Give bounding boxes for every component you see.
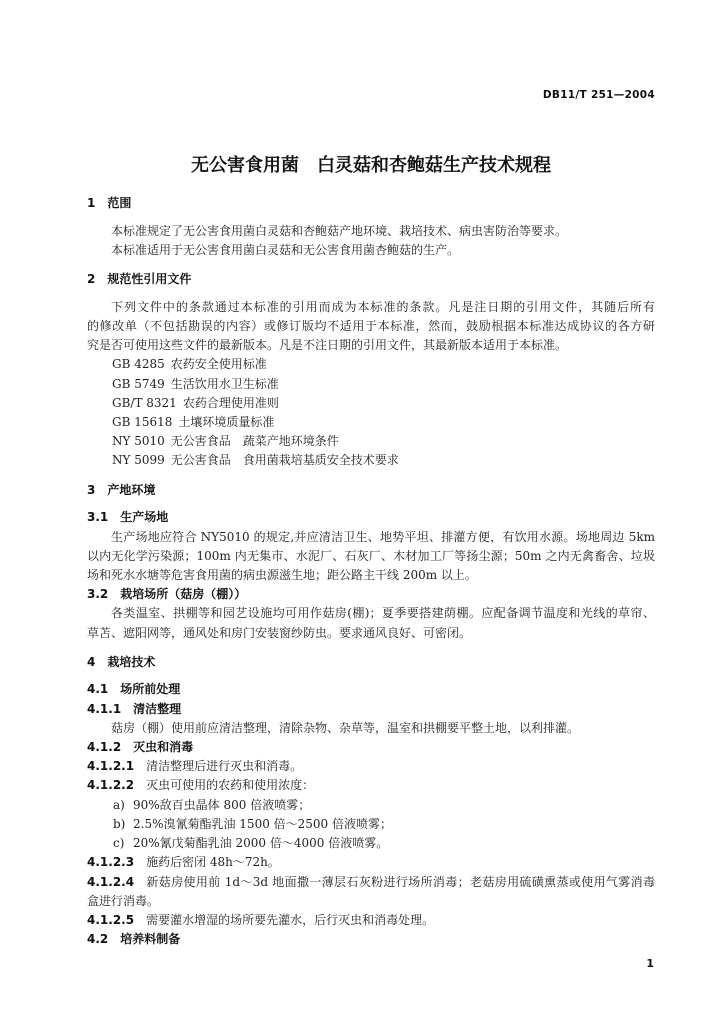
reference-item (87, 432, 655, 451)
reference-name: 无公害食品 蔬菜产地环境条件 (170, 434, 339, 449)
subsection-3-1-heading (87, 508, 655, 527)
reference-code: GB 15618 (112, 415, 173, 430)
reference-name: 农药合理使用准则 (182, 395, 279, 410)
reference-code: NY 5010 (112, 434, 165, 449)
subsection-number: 3.2 (87, 587, 109, 602)
reference-name: 无公害食品 食用菌栽培基质安全技术要求 (170, 453, 399, 468)
list-text: 20%氰戊菊酯乳油 2000 倍～4000 倍液喷雾。 (133, 836, 389, 851)
section-title: 规范性引用文件 (107, 272, 192, 287)
section-3-heading (87, 481, 655, 500)
list-marker: a) (113, 797, 125, 812)
clause-4-1-2-1 (87, 757, 655, 776)
clause-number: 4.1.2.3 (87, 855, 135, 870)
list-text: 90%敌百虫晶体 800 倍液喷雾； (133, 797, 311, 812)
section-number: 1 (87, 196, 96, 210)
paragraph-line: 下列文件中的条款通过本标准的引用而成为本标准的条款。凡是注日期的引用文件，其随后所有 (111, 299, 655, 314)
subsection-title: 栽培场所（菇房（棚）） (120, 587, 247, 602)
paragraph-line: 草苫、遮阳网等，通风处和房门安装窗纱防虫。要求通风良好、可密闭。 (87, 625, 472, 640)
reference-name: 土壤环境质量标准 (178, 415, 275, 430)
section-1-heading (87, 194, 655, 213)
clause-text: 新菇房使用前 1d～3d 地面撒一薄层石灰粉进行场所消毒；老菇房用硫磺熏蒸或使用气雾消毒 (146, 874, 655, 889)
clause-text: 清洁整理后进行灭虫和消毒。 (146, 759, 303, 774)
section-number: 3 (87, 482, 96, 497)
paragraph-line: 本标准适用于无公害食用菌白灵菇和无公害食用菌杏鲍菇的生产。 (111, 242, 460, 257)
clause-4-2-heading (87, 930, 655, 949)
page-number: 1 (646, 957, 654, 970)
paragraph-line: 盒进行消毒。 (87, 893, 160, 908)
paragraph-line: 以内无化学污染源；100m 内无集市、水泥厂、石灰厂、木材加工厂等扬尘源；50m 之内无禽畜舍、垃圾 (87, 548, 655, 563)
clause-title: 培养料制备 (120, 932, 181, 947)
section-4-heading (87, 653, 655, 672)
reference-code: NY 5099 (112, 453, 165, 468)
section-number: 4 (87, 654, 96, 669)
list-text: 2.5%溴氰菊酯乳油 1500 倍～2500 倍液喷雾； (133, 816, 393, 831)
clause-4-1-2-4 (87, 873, 655, 892)
document-title: 无公害食用菌 白灵菇和杏鲍菇生产技术规程 (191, 155, 551, 176)
list-item (87, 815, 655, 834)
section-number: 2 (87, 272, 96, 287)
reference-item (87, 451, 655, 470)
section-2-heading (87, 270, 655, 289)
clause-number: 4.1.2.5 (87, 912, 135, 927)
clause-number: 4.1.2.4 (87, 874, 135, 889)
clause-title: 场所前处理 (120, 682, 181, 697)
clause-number: 4.1.2 (87, 740, 122, 755)
section-title: 范围 (107, 196, 132, 210)
reference-code: GB 5749 (112, 376, 165, 391)
list-marker: b) (113, 816, 126, 831)
clause-title: 清洁整理 (133, 701, 182, 716)
paragraph-line: 究是否可使用这些文件的最新版本。凡是不注日期的引用文件，其最新版本适用于本标准。 (87, 338, 568, 353)
paragraph-line: 的修改单（不包括勘误的内容）或修订版均不适用于本标准，然而，鼓励根据本标准达成协议的各方研 (87, 319, 655, 334)
clause-number: 4.1.1 (87, 701, 122, 716)
reference-code: GB 4285 (112, 357, 165, 372)
reference-item (87, 413, 655, 432)
clause-text: 灭虫可使用的农药和使用浓度： (146, 778, 315, 793)
reference-item (87, 394, 655, 413)
reference-item (87, 375, 655, 394)
clause-text: 需要灌水增湿的场所要先灌水，后行灭虫和消毒处理。 (146, 912, 435, 927)
paragraph-line: 生产场地应符合 NY5010 的规定,并应清洁卫生、地势平坦、排灌方便，有饮用水源。场地周边 5km (111, 529, 655, 544)
clause-number: 4.2 (87, 932, 109, 947)
list-item (87, 834, 655, 853)
clause-number: 4.1 (87, 682, 109, 697)
section-title: 产地环境 (107, 482, 156, 497)
clause-4-1-2-3 (87, 853, 655, 872)
section-title: 栽培技术 (107, 654, 156, 669)
subsection-title: 生产场地 (120, 510, 169, 525)
paragraph-line: 场和死水水塘等危害食用菌的病虫源滋生地；距公路主干线 200m 以上。 (87, 567, 477, 582)
paragraph-line: 菇房（棚）使用前应清洁整理，清除杂物、杂草等，温室和拱棚要平整土地，以利排灌。 (111, 720, 580, 735)
clause-4-1-1-heading (87, 700, 655, 719)
reference-item (87, 355, 655, 374)
paragraph-line: 各类温室、拱棚等和园艺设施均可用作菇房(棚)；夏季要搭建荫棚。应配备调节温度和光线的草帘、 (111, 606, 655, 621)
reference-code: GB/T 8321 (112, 395, 177, 410)
clause-number: 4.1.2.1 (87, 759, 135, 774)
paragraph-line: 本标准规定了无公害食用菌白灵菇和杏鲍菇产地环境、栽培技术、病虫害防治等要求。 (111, 223, 568, 238)
clause-4-1-heading (87, 680, 655, 699)
list-marker: c) (113, 836, 125, 851)
reference-name: 生活饮用水卫生标准 (170, 376, 279, 391)
clause-4-1-2-2 (87, 776, 655, 795)
clause-text: 施药后密闭 48h～72h。 (146, 855, 280, 870)
subsection-number: 3.1 (87, 510, 109, 525)
clause-title: 灭虫和消毒 (133, 740, 194, 755)
standard-code-header: DB11/T 251—2004 (542, 89, 655, 101)
subsection-3-2-heading (87, 585, 655, 604)
clause-4-1-2-5 (87, 911, 655, 930)
reference-name: 农药安全使用标准 (170, 357, 267, 372)
clause-4-1-2-heading (87, 738, 655, 757)
document-body (87, 194, 655, 949)
clause-number: 4.1.2.2 (87, 778, 135, 793)
list-item (87, 796, 655, 815)
